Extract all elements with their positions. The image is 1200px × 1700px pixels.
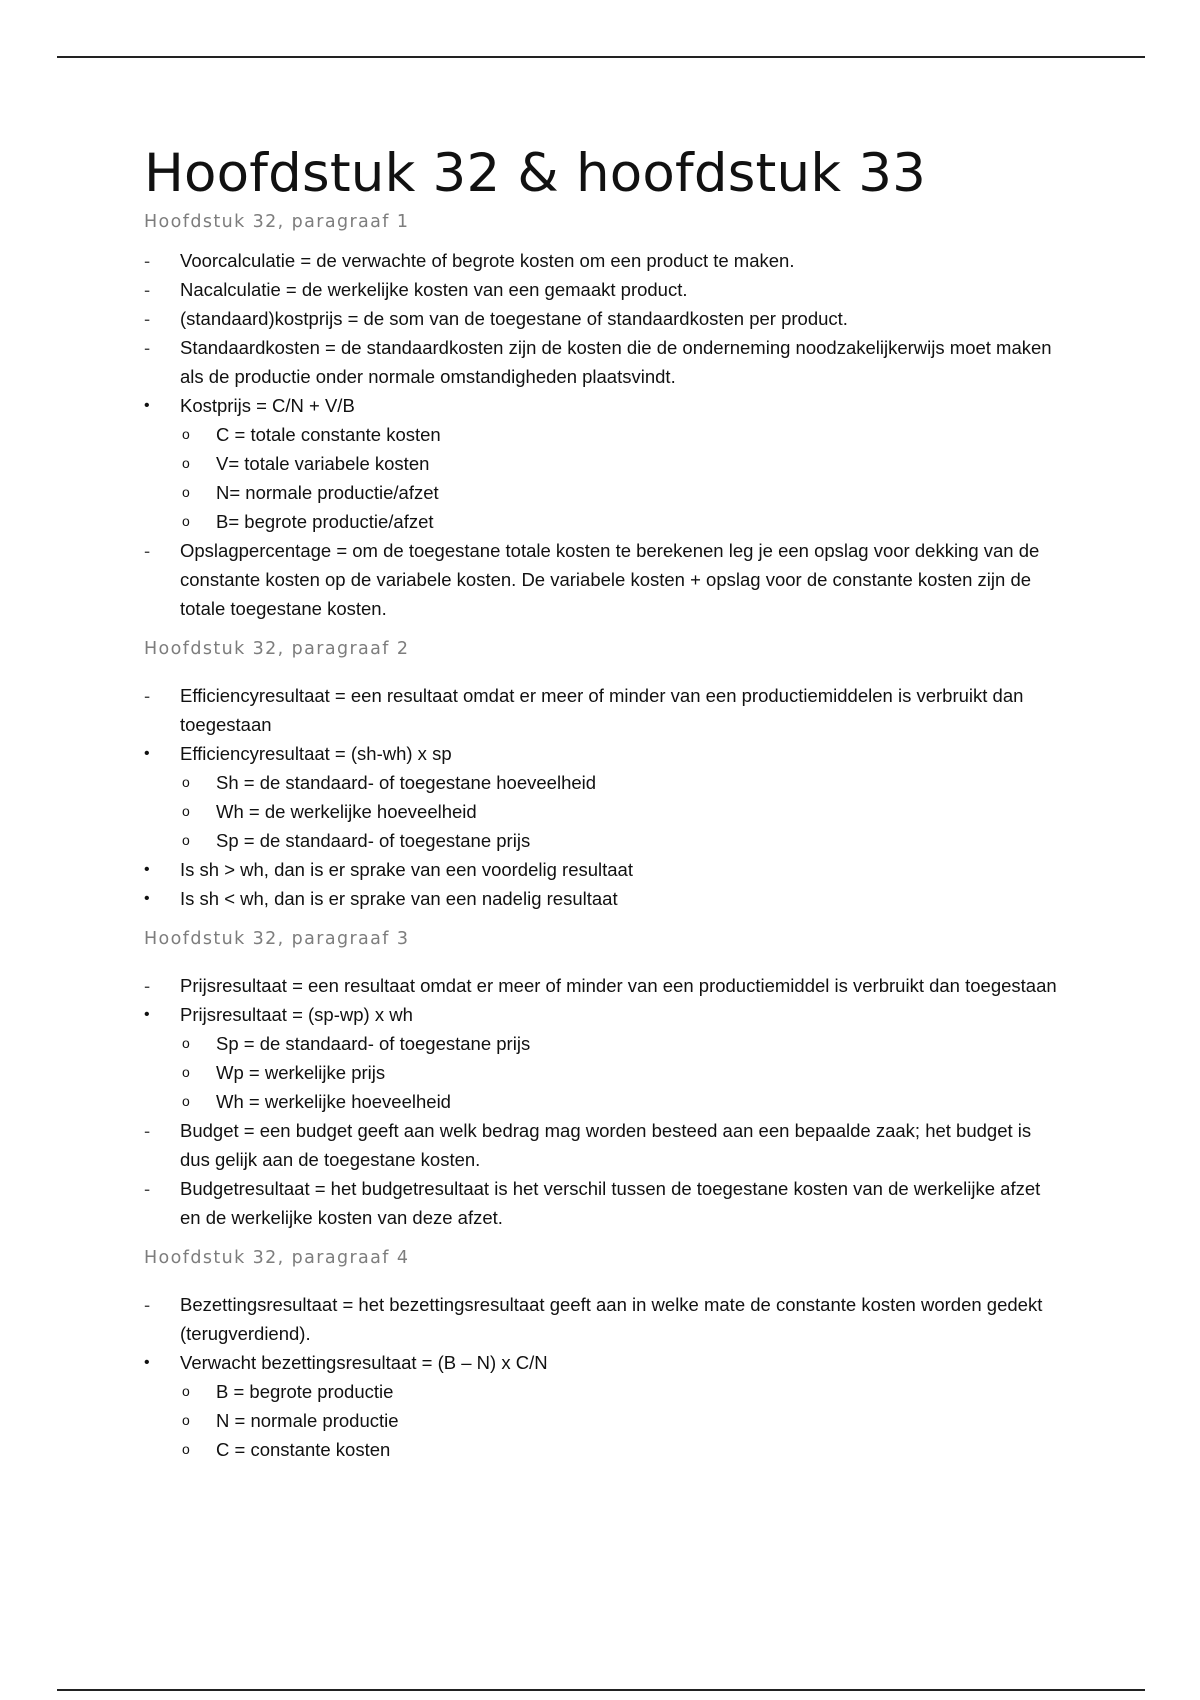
- list-item: [144, 1000, 1064, 1029]
- section-heading: Hoofdstuk 32, paragraaf 4: [144, 1248, 410, 1268]
- dash-bullet: -: [144, 337, 151, 358]
- dash-bullet: -: [144, 1178, 151, 1199]
- sub-list-item: [144, 478, 1064, 507]
- circle-bullet: o: [182, 774, 190, 790]
- list-item-text: Sp = de standaard- of toegestane prijs: [216, 830, 531, 851]
- list-item: [144, 391, 1064, 420]
- sub-list-item: [144, 507, 1064, 536]
- sub-list-item: [144, 1058, 1064, 1087]
- dot-bullet: •: [144, 745, 150, 762]
- circle-bullet: o: [182, 803, 190, 819]
- list-item-text: Is sh < wh, dan is er sprake van een nadelig resultaat: [180, 888, 618, 909]
- list-item-text: Budget = een budget geeft aan welk bedrag mag worden besteed aan een bepaalde zaak; het budget is dus gelijk aan de toegestane kosten.: [180, 1120, 1032, 1170]
- list-item-text: Is sh > wh, dan is er sprake van een voordelig resultaat: [180, 859, 633, 880]
- list-item: [144, 1116, 1064, 1174]
- sub-list-item: [144, 420, 1064, 449]
- list-item-text: Kostprijs = C/N + V/B: [180, 395, 355, 416]
- list-item-text: Sh = de standaard- of toegestane hoeveelheid: [216, 772, 597, 793]
- dash-bullet: -: [144, 308, 151, 329]
- dot-bullet: •: [144, 397, 150, 414]
- list-item: [144, 304, 1064, 333]
- section-paragraaf-3: [144, 925, 1064, 1232]
- list-item-text: Prijsresultaat = (sp-wp) x wh: [180, 1004, 413, 1025]
- list-item-text: Wh = de werkelijke hoeveelheid: [216, 801, 477, 822]
- list-item-text: Opslagpercentage = om de toegestane totale kosten te berekenen leg je een opslag voor dekking van de constante kosten op de variabele kosten. De variabele kosten + opslag voor de constante kosten zijn de totale toegestane kosten.: [180, 540, 1040, 619]
- section-paragraaf-4: [144, 1244, 1064, 1464]
- list-item-text: C = constante kosten: [216, 1439, 391, 1460]
- sub-list-item: [144, 797, 1064, 826]
- circle-bullet: o: [182, 1064, 190, 1080]
- circle-bullet: o: [182, 1412, 190, 1428]
- list-item-text: C = totale constante kosten: [216, 424, 441, 445]
- circle-bullet: o: [182, 1093, 190, 1109]
- list-item: [144, 333, 1064, 391]
- list-item-text: N = normale productie: [216, 1410, 399, 1431]
- dot-bullet: •: [144, 1354, 150, 1371]
- dash-bullet: -: [144, 685, 151, 706]
- sub-list-item: [144, 826, 1064, 855]
- list-item-text: Nacalculatie = de werkelijke kosten van een gemaakt product.: [180, 279, 688, 300]
- sub-list-item: [144, 1087, 1064, 1116]
- list-item-text: Wh = werkelijke hoeveelheid: [216, 1091, 451, 1112]
- sub-list-item: [144, 1029, 1064, 1058]
- section-paragraaf-1: [144, 208, 1064, 623]
- circle-bullet: o: [182, 1441, 190, 1457]
- list-item: [144, 246, 1064, 275]
- list-item: [144, 1174, 1064, 1232]
- list-item-text: B= begrote productie/afzet: [216, 511, 434, 532]
- dot-bullet: •: [144, 1006, 150, 1023]
- circle-bullet: o: [182, 832, 190, 848]
- sub-list-item: [144, 1435, 1064, 1464]
- circle-bullet: o: [182, 484, 190, 500]
- list-item-text: V= totale variabele kosten: [216, 453, 430, 474]
- header-rule: [57, 56, 1145, 58]
- list-item: [144, 681, 1064, 739]
- list-item-text: Prijsresultaat = een resultaat omdat er meer of minder van een productiemiddel is verbruikt dan toegestaan: [180, 975, 1057, 996]
- dash-bullet: -: [144, 1120, 151, 1141]
- list-item: [144, 275, 1064, 304]
- dot-bullet: •: [144, 861, 150, 878]
- page-title: Hoofdstuk 32 & hoofdstuk 33: [144, 143, 927, 204]
- section-paragraaf-2: [144, 635, 1064, 913]
- sub-list-item: [144, 1406, 1064, 1435]
- dash-bullet: -: [144, 1294, 151, 1315]
- list-item-text: Voorcalculatie = de verwachte of begrote kosten om een product te maken.: [180, 250, 795, 271]
- list-item-text: Efficiencyresultaat = een resultaat omdat er meer of minder van een productiemiddelen is verbruikt dan toegestaan: [180, 685, 1024, 735]
- dash-bullet: -: [144, 279, 151, 300]
- list-item: [144, 884, 1064, 913]
- list-item: [144, 739, 1064, 768]
- footer-rule: [57, 1689, 1145, 1691]
- circle-bullet: o: [182, 1035, 190, 1051]
- list-item: [144, 536, 1064, 623]
- list-item-text: Wp = werkelijke prijs: [216, 1062, 386, 1083]
- sub-list-item: [144, 768, 1064, 797]
- list-item: [144, 1290, 1064, 1348]
- section-heading: Hoofdstuk 32, paragraaf 1: [144, 212, 410, 232]
- list-item-text: (standaard)kostprijs = de som van de toegestane of standaardkosten per product.: [180, 308, 848, 329]
- list-item: [144, 971, 1064, 1000]
- section-heading: Hoofdstuk 32, paragraaf 3: [144, 929, 410, 949]
- circle-bullet: o: [182, 455, 190, 471]
- sub-list-item: [144, 449, 1064, 478]
- list-item-text: N= normale productie/afzet: [216, 482, 439, 503]
- list-item-text: Sp = de standaard- of toegestane prijs: [216, 1033, 531, 1054]
- list-item-text: Efficiencyresultaat = (sh-wh) x sp: [180, 743, 452, 764]
- list-item-text: Bezettingsresultaat = het bezettingsresultaat geeft aan in welke mate de constante kosten worden gedekt (terugverdiend).: [180, 1294, 1043, 1344]
- list-item: [144, 855, 1064, 884]
- list-item-text: Budgetresultaat = het budgetresultaat is het verschil tussen de toegestane kosten van de werkelijke afzet en de werkelijke kosten van deze afzet.: [180, 1178, 1041, 1228]
- list-item-text: Verwacht bezettingsresultaat = (B – N) x C/N: [180, 1352, 548, 1373]
- list-item-text: Standaardkosten = de standaardkosten zijn de kosten die de onderneming noodzakelijkerwijs moet maken als de productie onder normale omstandigheden plaatsvindt.: [180, 337, 1052, 387]
- section-heading: Hoofdstuk 32, paragraaf 2: [144, 639, 410, 659]
- circle-bullet: o: [182, 513, 190, 529]
- dot-bullet: •: [144, 890, 150, 907]
- document-body: [144, 140, 1064, 1464]
- circle-bullet: o: [182, 426, 190, 442]
- list-item: [144, 1348, 1064, 1377]
- dash-bullet: -: [144, 250, 151, 271]
- sub-list-item: [144, 1377, 1064, 1406]
- circle-bullet: o: [182, 1383, 190, 1399]
- dash-bullet: -: [144, 540, 151, 561]
- list-item-text: B = begrote productie: [216, 1381, 394, 1402]
- dash-bullet: -: [144, 975, 151, 996]
